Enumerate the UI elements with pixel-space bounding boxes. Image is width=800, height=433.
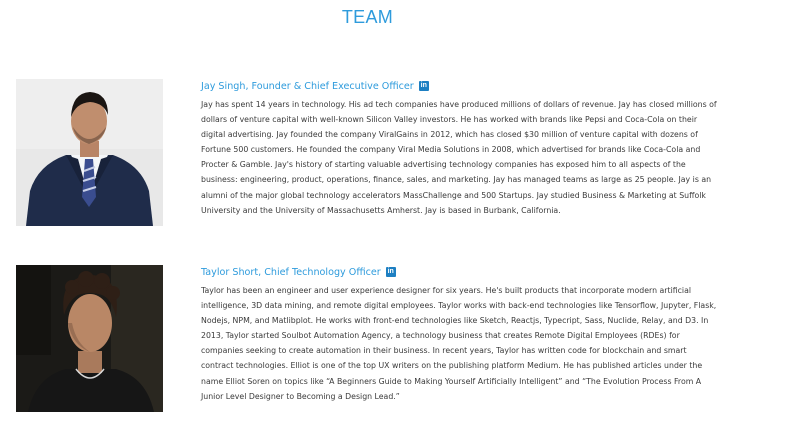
member-name-text: Taylor Short, Chief Technology Officer (201, 266, 381, 278)
page-title: TEAM (341, 7, 394, 27)
member-photo-taylor-short (16, 265, 163, 412)
member-name (201, 79, 721, 93)
linkedin-icon[interactable]: in (420, 82, 427, 89)
member-bio: Jay has spent 14 years in technology. His ad tech companies have produced millions of dollars of revenue. Jay has closed millions of dollars of venture capital with well-known Silicon Valley investors. He has worked with brands like Pepsi and Coca-Cola on their digital advertising. Jay founded the company ViralGains in 2012, which has closed $30 million of venture capital with dozens of Fortune 500 customers. He founded the company Viral Media Solutions in 2008, which advertised for brands like Coca-Cola and Procter & Gamble. Jay's history of starting valuable advertising technology companies has exposed him to all aspects of the business: engineering, product, operations, finance, sales, and marketing. Jay has managed teams as large as 25 people. Jay is an alumni of the major global technology accelerators MassChallenge and 500 Startups. Jay studied Business & Marketing at Suffolk University and the University of Massachusetts Amherst. Jay is based in Burbank, California. (201, 100, 717, 215)
member-bio: Taylor has been an engineer and user experience designer for six years. He's built products that incorporate modern artificial intelligence, 3D data mining, and remote digital employees. Taylor works with back-end technologies like Tensorflow, Jupyter, Flask, Nodejs, NPM, and Matlibplot. He works with front-end technologies like Sketch, Reactjs, Typecript, Sass, Nuclide, Relay, and D3. In 2013, Taylor started Soulbot Automation Agency, a technology business that creates Remote Digital Employees (RDEs) for companies seeking to create automation in their business. In recent years, Taylor has written code for blockchain and smart contract technologies. Elliot is one of the top UX writers on the publishing platform Medium. He has published articles under the name Elliot Soren on topics like “A Beginners Guide to Making Yourself Artificially Intelligent” and “The Evolution Process From A Junior Level Designer to Becoming a Design Lead.” (201, 286, 717, 401)
member-bio-block (201, 265, 721, 404)
member-bio-block (201, 79, 721, 218)
member-photo-jay-singh (16, 79, 163, 226)
member-name (201, 265, 721, 279)
member-name-text: Jay Singh, Founder & Chief Executive Officer (201, 80, 414, 92)
linkedin-icon[interactable]: in (387, 268, 394, 275)
